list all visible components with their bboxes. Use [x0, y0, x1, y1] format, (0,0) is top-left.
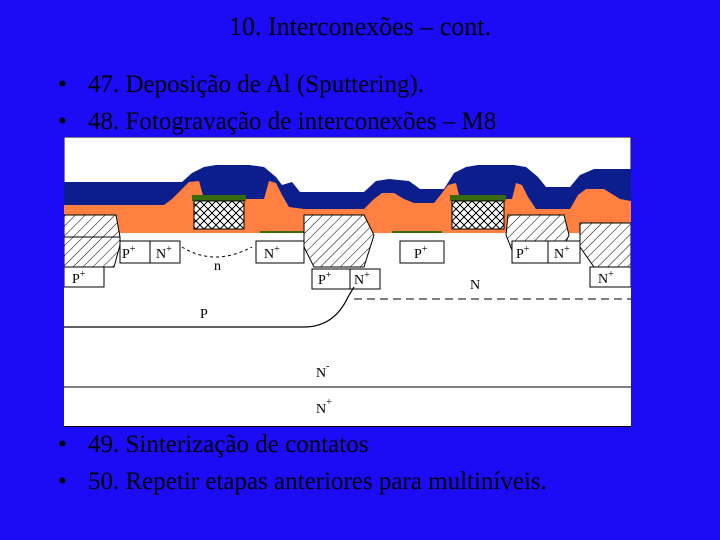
gate-poly-right [450, 195, 506, 201]
bullet-text: 48. Fotogravação de interconexões – M8 [88, 108, 497, 135]
cross-section-diagram [64, 137, 631, 427]
label-n-plus-d: N+ [554, 244, 570, 262]
bullet-list-bottom [58, 426, 547, 500]
bullet-dot: • [58, 71, 67, 98]
label-n-minus: N- [316, 361, 330, 381]
bullet-list-top [58, 66, 496, 140]
label-p-plus-left: P+ [72, 269, 86, 287]
gate-right [452, 201, 504, 229]
label-n-plus-c: N+ [354, 270, 370, 288]
bullet-text: 47. Deposição de Al (Sputtering). [88, 71, 425, 98]
field-oxide-1 [64, 215, 120, 237]
label-p-plus-a: P+ [122, 244, 136, 262]
label-p-well: P [200, 307, 208, 322]
bullet-item [58, 66, 496, 103]
label-n-plus-b: N+ [264, 244, 280, 262]
bullet-item [58, 426, 547, 463]
bullet-text: 49. Sinterização de contatos [88, 431, 369, 458]
label-n-plus-a: N+ [156, 244, 172, 262]
bullet-item [58, 463, 547, 500]
bullet-dot: • [58, 468, 67, 495]
field-oxide-3 [304, 215, 374, 267]
bullet-dot: • [58, 431, 67, 458]
label-n-plus-substrate: N+ [316, 397, 332, 417]
label-p-plus-c: P+ [318, 270, 332, 288]
gate-poly-left [192, 195, 246, 201]
label-p-plus-b: P+ [414, 244, 428, 262]
cmos-cross-section-figure [64, 137, 631, 427]
field-oxide-2 [64, 237, 120, 267]
label-p-plus-d: P+ [516, 244, 530, 262]
gate-left [194, 201, 244, 229]
label-n-well: N [470, 278, 481, 293]
label-n-plus-right: N+ [598, 269, 614, 287]
bullet-item [58, 103, 496, 140]
label-n-small: n [214, 259, 221, 274]
bullet-text: 50. Repetir etapas anteriores para multiníveis. [88, 468, 547, 495]
bullet-dot: • [58, 108, 67, 135]
slide-title: 10. Interconexões – cont. [228, 12, 492, 41]
